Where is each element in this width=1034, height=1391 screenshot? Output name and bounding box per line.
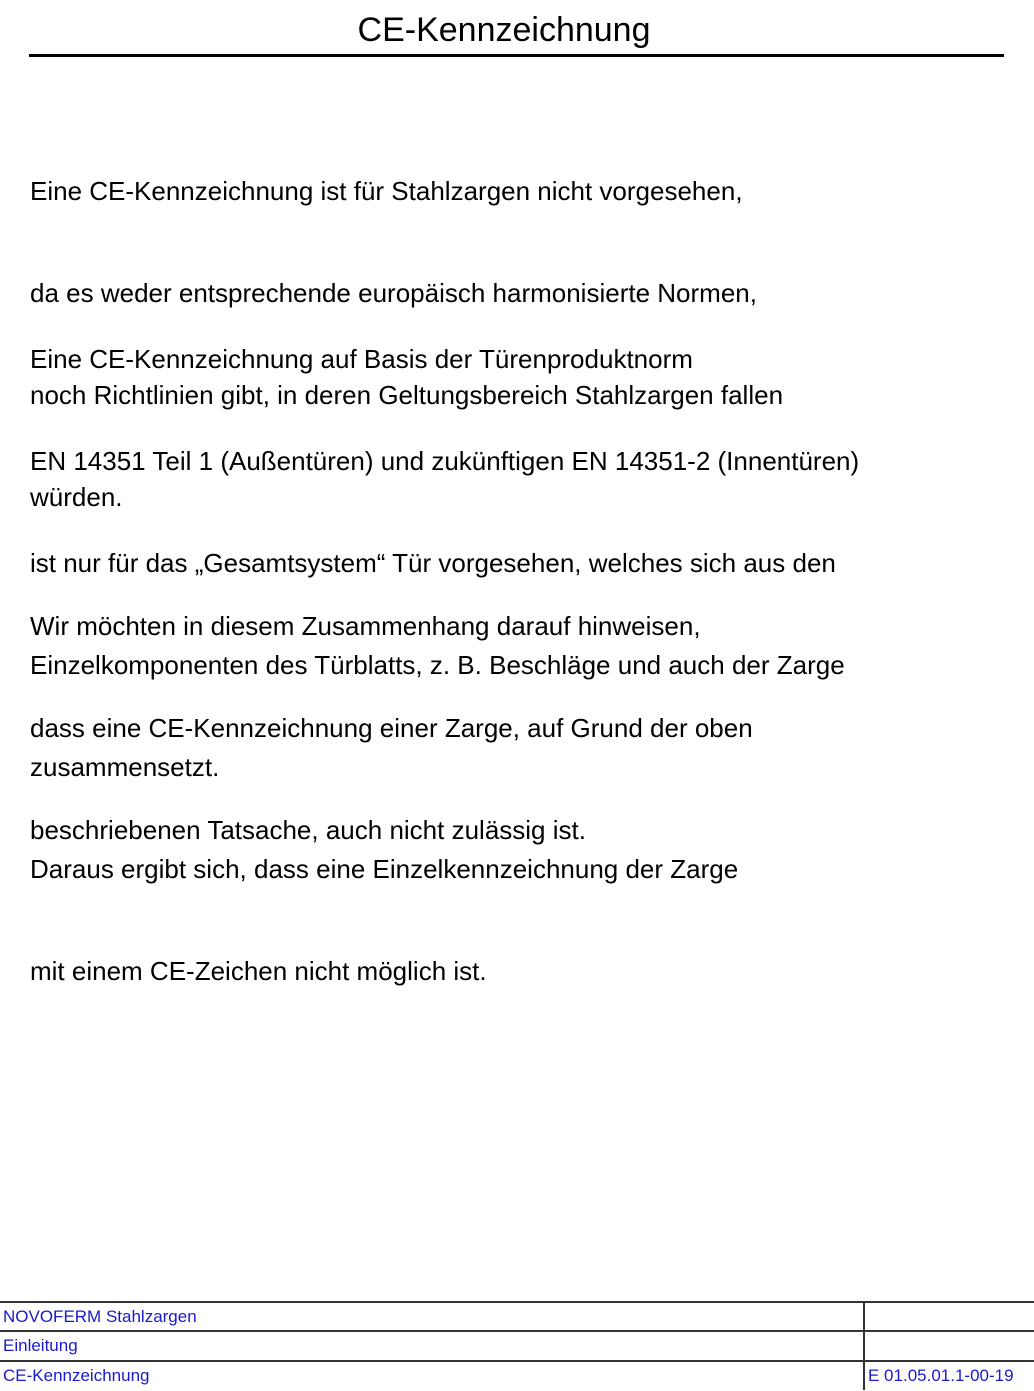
text-line: Einzelkomponenten des Türblatts, z. B. Beschläge und auch der Zarge: [30, 650, 845, 680]
footer-row-company: [0, 1301, 1034, 1332]
footer-company: NOVOFERM Stahlzargen: [3, 1307, 197, 1326]
footer-row-section: [0, 1330, 1034, 1361]
text-line: Eine CE-Kennzeichnung auf Basis der Türenproduktnorm: [30, 344, 693, 374]
text-line: mit einem CE-Zeichen nicht möglich ist.: [30, 956, 487, 986]
text-line: Wir möchten in diesem Zusammenhang darauf hinweisen,: [30, 611, 701, 641]
footer-title-block: [0, 1301, 1034, 1390]
text-line: noch Richtlinien gibt, in deren Geltungsbereich Stahlzargen fallen: [30, 380, 784, 410]
text-line: EN 14351 Teil 1 (Außentüren) und zukünftigen EN 14351-2 (Innentüren): [30, 446, 860, 476]
footer-column-divider: [863, 1301, 865, 1390]
title-divider: [29, 54, 1004, 57]
page-title: CE-Kennzeichnung: [357, 11, 651, 49]
text-line: beschriebenen Tatsache, auch nicht zulässig ist.: [30, 815, 586, 845]
text-line: zusammensetzt.: [30, 752, 220, 782]
text-line: Eine CE-Kennzeichnung ist für Stahlzargen nicht vorgesehen,: [30, 176, 743, 206]
footer-row-topic: [0, 1360, 1034, 1391]
footer-section: Einleitung: [3, 1336, 78, 1355]
text-line: ist nur für das „Gesamtsystem“ Tür vorgesehen, welches sich aus den: [30, 548, 836, 578]
footer-topic: CE-Kennzeichnung: [3, 1366, 150, 1385]
text-line: würden.: [30, 482, 123, 512]
text-line: Daraus ergibt sich, dass eine Einzelkennzeichnung der Zarge: [30, 854, 739, 884]
footer-doc-number: E 01.05.01.1-00-19: [868, 1366, 1014, 1385]
text-line: dass eine CE-Kennzeichnung einer Zarge, auf Grund der oben: [30, 713, 753, 743]
paragraph-3: [30, 541, 753, 881]
text-line: da es weder entsprechende europäisch harmonisierte Normen,: [30, 278, 757, 308]
